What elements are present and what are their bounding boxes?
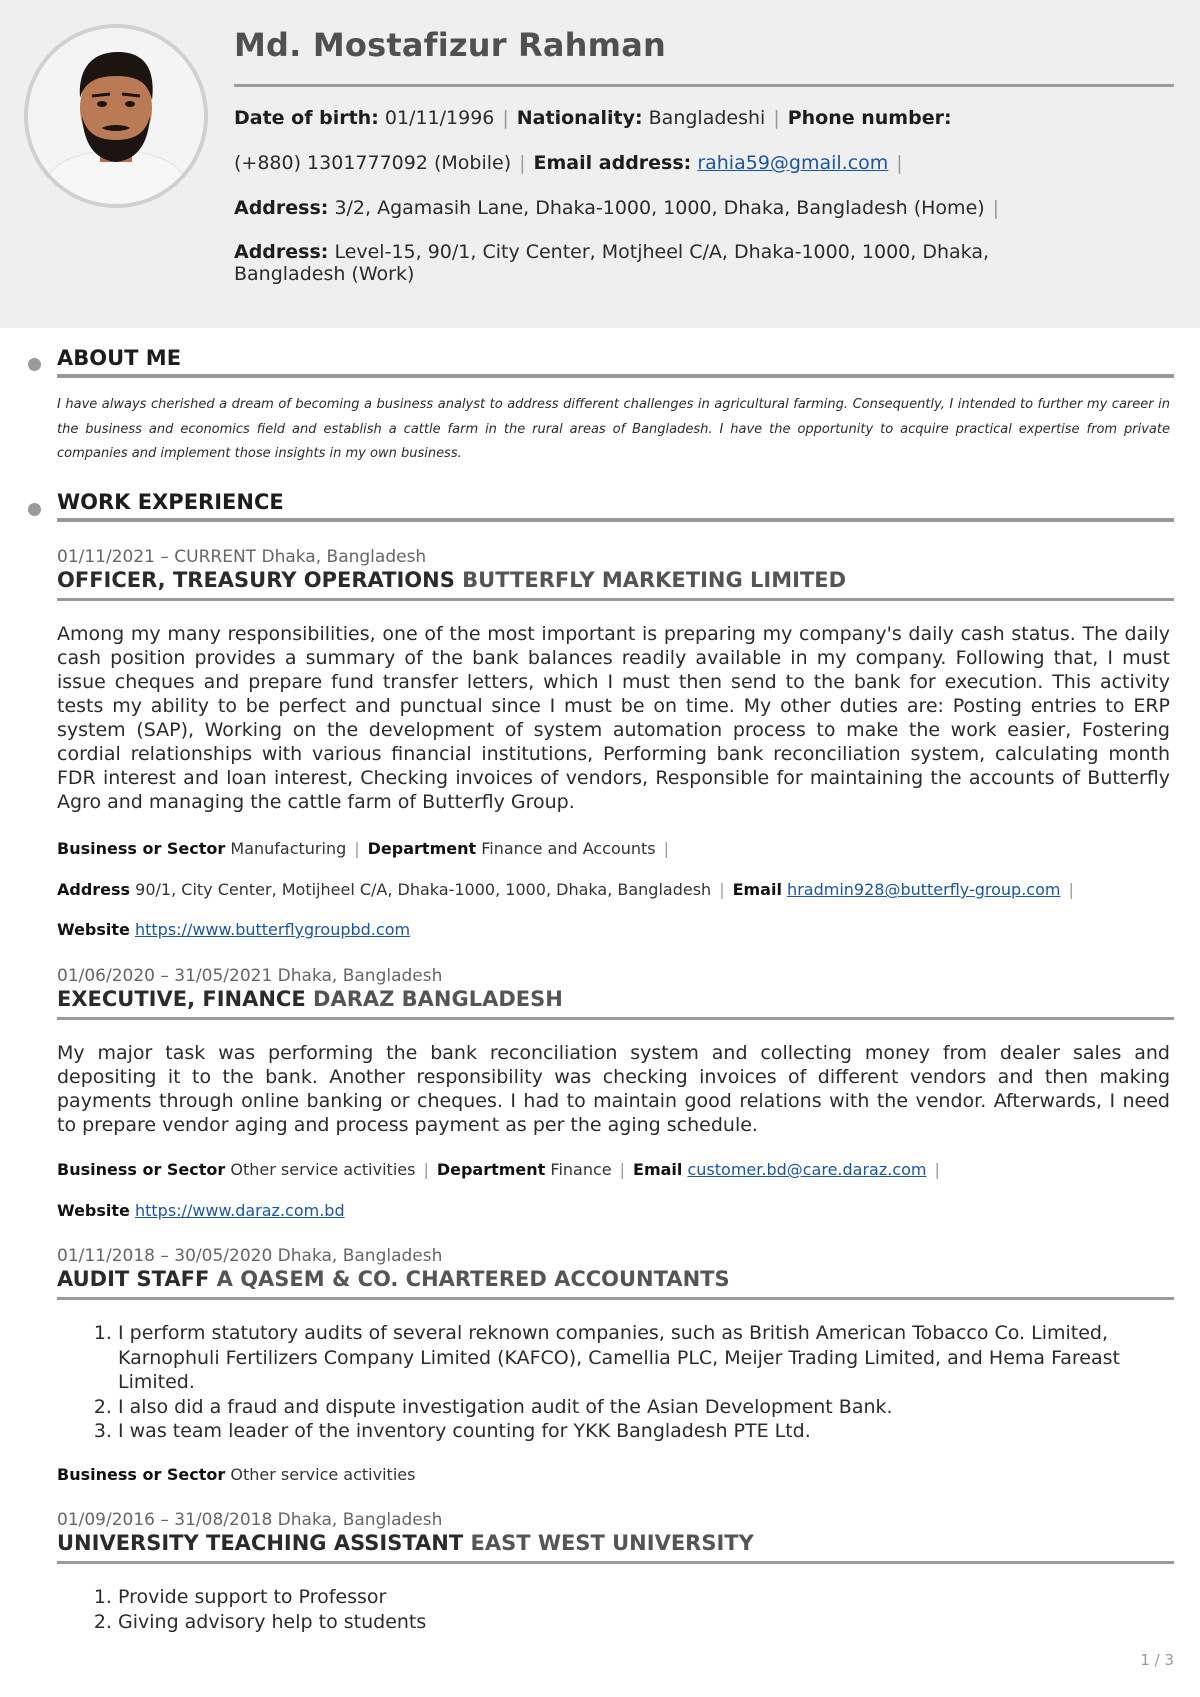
job-role: AUDIT STAFF <box>57 1267 210 1291</box>
email-link[interactable]: customer.bd@care.daraz.com <box>687 1160 927 1179</box>
email-link[interactable]: hradmin928@butterfly-group.com <box>787 880 1061 899</box>
job-description: My major task was performing the bank reconciliation system and collecting money from dealer sales and depositing it to the bank. Another responsibility was checking invoices of different vendors and then making payments through online banking or cheques. I had to maintain good relations with the vendor. Afterwards, I need to prepare vendor aging and process payment as per the aging schedule. <box>57 1042 1170 1136</box>
job-date-location: 01/09/2016 – 31/08/2018 Dhaka, Bangladesh <box>57 1510 443 1530</box>
job-title <box>57 987 563 1011</box>
work-experience-heading: WORK EXPERIENCE <box>57 490 284 514</box>
sector-value: Manufacturing <box>230 839 347 858</box>
job-role: UNIVERSITY TEACHING ASSISTANT <box>57 1531 464 1555</box>
job-website <box>57 920 410 939</box>
sector-label: Business or Sector <box>57 839 226 858</box>
department-label: Department <box>367 839 477 858</box>
home-address-value: 3/2, Agamasih Lane, Dhaka-1000, 1000, Dhaka, Bangladesh (Home) <box>334 197 985 219</box>
sector-value: Other service activities <box>230 1160 416 1179</box>
department-value: Finance <box>550 1160 612 1179</box>
job-title <box>57 1267 730 1291</box>
job-divider <box>57 598 1174 601</box>
address-value: 90/1, City Center, Motijheel C/A, Dhaka-1000, 1000, Dhaka, Bangladesh <box>135 880 712 899</box>
separator: | <box>896 152 903 174</box>
separator: | <box>354 839 360 858</box>
separator: | <box>992 197 1000 219</box>
avatar <box>28 28 204 204</box>
separator: | <box>423 1160 429 1179</box>
separator: | <box>502 107 509 129</box>
personal-info-line-2 <box>234 152 1174 174</box>
nationality-value: Bangladeshi <box>648 107 766 129</box>
dob-value: 01/11/1996 <box>384 107 495 129</box>
website-label: Website <box>57 920 130 939</box>
nationality-label: Nationality: <box>516 107 643 129</box>
about-me-text: I have always cherished a dream of becoming a business analyst to address different challenges in agricultural farming. Consequently, I intended to further my career in the business and economics field and establish a cattle farm in the rural areas of Bangladesh. I have the opportunity to acquire practical expertise from private companies and implement those insights in my own business. <box>57 397 1170 461</box>
personal-info-line-3 <box>234 197 1174 219</box>
bullet-dot-icon <box>28 503 41 516</box>
email-label: Email address: <box>533 152 692 174</box>
job-website <box>57 1201 345 1220</box>
sector-value: Other service activities <box>230 1465 416 1484</box>
page-number: 1 / 3 <box>1140 1651 1174 1669</box>
separator: | <box>773 107 780 129</box>
separator: | <box>663 839 670 858</box>
website-link[interactable]: https://www.daraz.com.bd <box>134 1201 345 1220</box>
list-item: 2. I also did a fraud and dispute investigation audit of the Asian Development Bank. <box>118 1395 1168 1420</box>
job-date-location: 01/06/2020 – 31/05/2021 Dhaka, Bangladesh <box>57 966 443 986</box>
website-link[interactable]: https://www.butterflygroupbd.com <box>134 920 411 939</box>
job-organization: A QASEM & CO. CHARTERED ACCOUNTANTS <box>216 1267 730 1291</box>
about-me-heading: ABOUT ME <box>57 346 182 370</box>
separator: | <box>934 1160 940 1179</box>
profile-photo <box>28 28 204 204</box>
job-title <box>57 568 846 592</box>
email-link[interactable]: rahia59@gmail.com <box>697 152 889 174</box>
job-duties-list <box>84 1585 1168 1634</box>
department-label: Department <box>436 1160 546 1179</box>
work-address-label: Address: <box>234 241 329 263</box>
sector-label: Business or Sector <box>57 1160 226 1179</box>
separator: | <box>1068 880 1074 899</box>
job-date-location: 01/11/2021 – CURRENT Dhaka, Bangladesh <box>57 547 427 567</box>
phone-value: (+880) 1301777092 (Mobile) <box>234 152 512 174</box>
list-item: 1. Provide support to Professor <box>118 1585 1168 1610</box>
list-item: 1. I perform statutory audits of several reknown companies, such as British American Tobacco Co. Limited, Karnophuli Fertilizers Company Limited (KAFCO), Camellia PLC, Meijer Trading Limited, and Hema Fareast Limited. <box>118 1321 1168 1395</box>
address-label: Address <box>57 880 131 899</box>
bullet-dot-icon <box>28 358 41 371</box>
dob-label: Date of birth: <box>234 107 379 129</box>
job-address-email <box>57 880 1082 899</box>
job-duties-list <box>84 1321 1168 1444</box>
personal-info-line-1 <box>234 107 1174 129</box>
job-description: Among my many responsibilities, one of the most important is preparing my company's daily cash status. The daily cash position provides a summary of the bank balances readily available in my company. Following that, I must issue cheques and prepare fund transfer letters, which I must then send to the bank for execution. This activity tests my ability to be perfect and punctual since I must be on time. My other duties are: Posting entries to ERP system (SAP), Working on the development of system automation process to make the work easier, Fostering cordial relationships with various financial institutions, Performing bank reconciliation system, calculating month FDR interest and loan interest, Checking invoices of vendors, Responsible for maintaining the accounts of Butterfly Agro and managing the cattle farm of Butterfly Group. <box>57 623 1170 813</box>
job-sector-department-email <box>57 1160 948 1179</box>
sector-label: Business or Sector <box>57 1465 226 1484</box>
email-label: Email <box>732 880 782 899</box>
website-label: Website <box>57 1201 130 1220</box>
work-address-value: Level-15, 90/1, City Center, Motjheel C/A, Dhaka-1000, 1000, Dhaka, Bangladesh (Work) <box>234 241 990 285</box>
job-date-location: 01/11/2018 – 30/05/2020 Dhaka, Bangladesh <box>57 1246 443 1266</box>
job-sector <box>57 1465 415 1484</box>
list-item: 3. I was team leader of the inventory counting for YKK Bangladesh PTE Ltd. <box>118 1419 1168 1444</box>
email-label: Email <box>633 1160 683 1179</box>
job-role: EXECUTIVE, FINANCE <box>57 987 306 1011</box>
separator: | <box>619 1160 626 1179</box>
department-value: Finance and Accounts <box>481 839 656 858</box>
name-divider <box>234 84 1174 87</box>
job-organization: BUTTERFLY MARKETING LIMITED <box>462 568 847 592</box>
job-title <box>57 1531 754 1555</box>
personal-info-line-4 <box>234 241 994 285</box>
job-role: OFFICER, TREASURY OPERATIONS <box>57 568 455 592</box>
job-organization: DARAZ BANGLADESH <box>313 987 563 1011</box>
candidate-name: Md. Mostafizur Rahman <box>234 26 666 64</box>
work-experience-divider <box>57 518 1174 522</box>
job-divider <box>57 1297 1174 1300</box>
about-me-divider <box>57 374 1174 378</box>
job-divider <box>57 1017 1174 1020</box>
phone-label: Phone number: <box>787 107 952 129</box>
job-sector-department <box>57 839 677 858</box>
home-address-label: Address: <box>234 197 329 219</box>
job-divider <box>57 1561 1174 1564</box>
separator: | <box>519 152 526 174</box>
list-item: 2. Giving advisory help to students <box>118 1610 1168 1635</box>
separator: | <box>719 880 725 899</box>
job-organization: EAST WEST UNIVERSITY <box>470 1531 754 1555</box>
